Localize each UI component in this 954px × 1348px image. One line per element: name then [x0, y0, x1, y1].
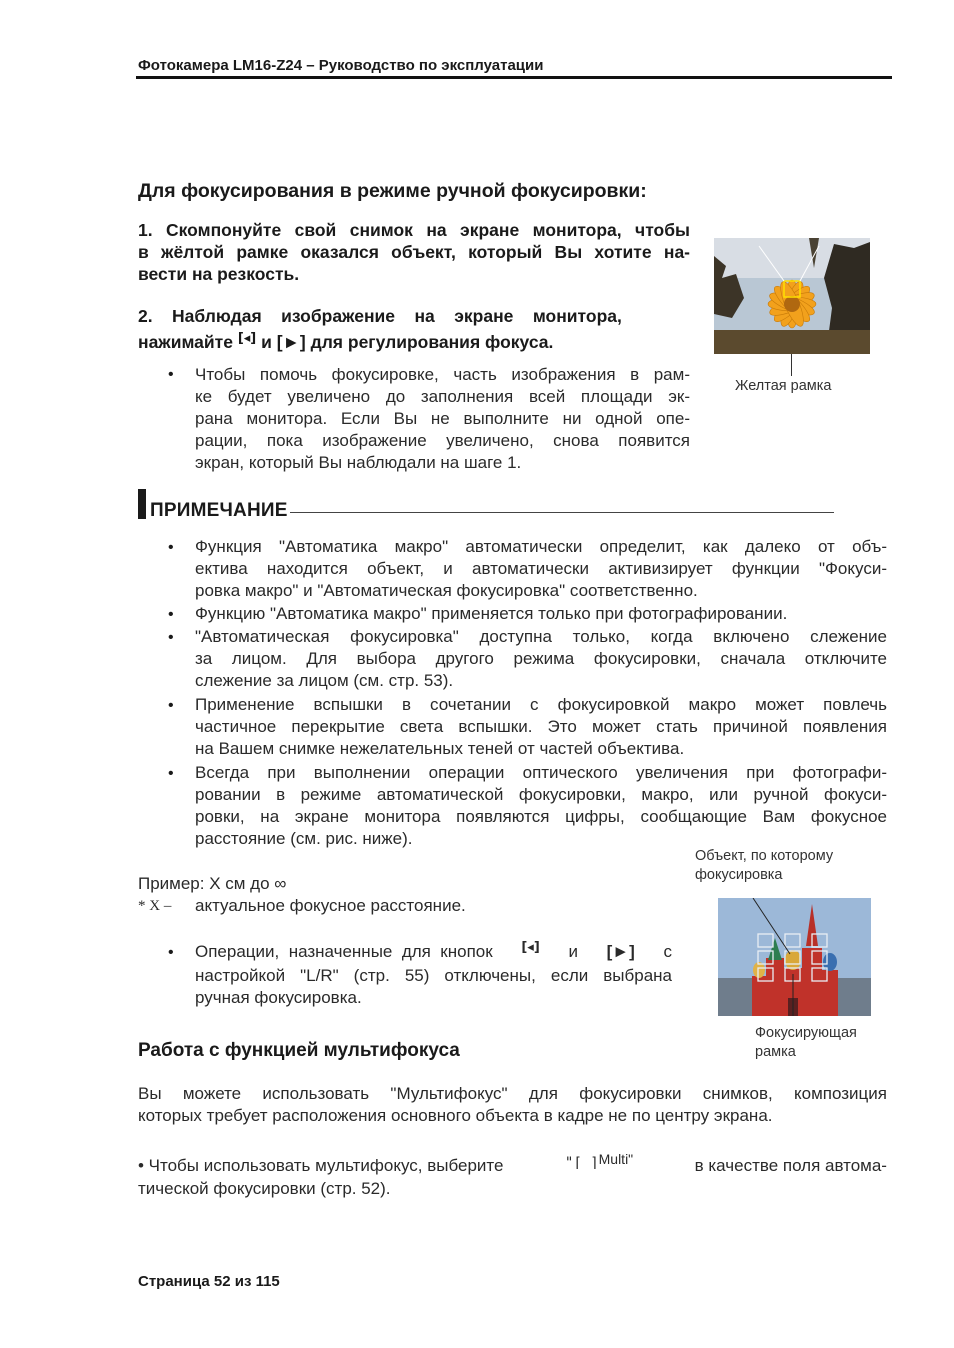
cathedral-photo	[718, 898, 871, 1016]
text-line: ровки, на экране монитора появляются цифры, сообщающие Вам фокусное	[195, 807, 887, 826]
focus-object-caption	[695, 847, 833, 885]
caption-line: фокусировка	[695, 867, 783, 883]
note-divider	[290, 512, 834, 513]
multi-af-icon	[564, 1151, 634, 1178]
multifocus-text: • Чтобы использовать мультифокус, выберите	[138, 1156, 504, 1175]
step-1-line: вести на резкость.	[138, 264, 300, 284]
step-1-line: в жёлтой рамке оказался объект, который Вы хотите на-	[138, 242, 690, 262]
text-line	[138, 1151, 887, 1178]
step-2	[138, 305, 690, 356]
text-line: ручная фокусировка.	[195, 988, 362, 1007]
example-footnote-marker: * X –	[138, 898, 172, 914]
text-line: Вы можете использовать "Мультифокус" для фокусировки снимков, композиция	[138, 1084, 887, 1103]
yellow-frame-caption: Желтая рамка	[735, 378, 832, 394]
text-line: Функцию "Автоматика макро" применяется только при фотографировании.	[195, 604, 788, 623]
multifocus-text: в качестве поля автома-	[694, 1156, 887, 1175]
note-bullet-2	[195, 603, 887, 625]
bullet-dot: •	[168, 697, 174, 714]
text-line: ке будет увеличено до заполнения всей площади эк-	[195, 387, 690, 406]
flower-photo	[714, 238, 870, 354]
text-line: ектива находится объект, и автоматически активизирует функции "Фокуси-	[195, 559, 887, 578]
ops-text: с	[663, 942, 672, 961]
left-key-icon: [◂]	[521, 940, 540, 955]
step-2-text: и [►] для регулирования фокуса.	[256, 332, 554, 352]
zoom-assist-text	[195, 364, 690, 474]
bullet-dot: •	[168, 765, 174, 782]
left-key-icon: [◂]	[237, 331, 257, 346]
text-line: на Вашем снимке нежелательных теней от частей объектива.	[195, 739, 685, 758]
bullet-dot: •	[168, 944, 174, 961]
text-line: расстояние (см. рис. ниже).	[195, 829, 413, 848]
bullet-dot: •	[168, 606, 174, 623]
text-line	[195, 941, 672, 965]
text-line: рана монитора. Если Вы не выполните ни одной опе-	[195, 409, 690, 428]
disabled-ops-text	[195, 941, 672, 1009]
multifocus-paragraph	[138, 1083, 887, 1127]
text-line: за лицом. Для выбора другого режима фокусировки, сначала отключите	[195, 649, 887, 668]
step-1	[138, 219, 690, 285]
note-marker-bar	[138, 489, 146, 519]
manual-focus-heading: Для фокусирования в режиме ручной фокусировки:	[138, 180, 647, 202]
text-line: ровка макро" и "Автоматическая фокусировка" соответственно.	[195, 581, 698, 600]
caption-line: Фокусирующая	[755, 1025, 857, 1041]
text-line: Применение вспышки в сочетании с фокусировкой макро может повлечь	[195, 695, 887, 714]
note-title: ПРИМЕЧАНИЕ	[150, 500, 288, 521]
page-header: Фотокамера LM16-Z24 – Руководство по эксплуатации	[138, 57, 544, 74]
ops-text: и	[568, 942, 578, 961]
header-divider	[136, 76, 892, 79]
note-bullet-5	[195, 762, 887, 850]
example-footnote: актуальное фокусное расстояние.	[195, 896, 466, 915]
text-line: "Автоматическая фокусировка" доступна только, когда включено слежение	[195, 627, 887, 646]
focus-distance-example: Пример: X см до ∞	[138, 874, 287, 893]
bullet-dot: •	[168, 629, 174, 646]
text-line: Функция "Автоматика макро" автоматически определит, как далеко от объ-	[195, 537, 887, 556]
caption-line: рамка	[755, 1044, 796, 1060]
step-2-line: 2. Наблюдая изображение на экране монитора,	[138, 306, 622, 326]
caption-line: Объект, по которому	[695, 848, 834, 864]
note-bullet-4	[195, 694, 887, 760]
multifocus-bullet	[138, 1151, 887, 1200]
text-line: рации, пока изображение увеличено, снова появится	[195, 431, 690, 450]
text-line: настройкой "L/R" (стр. 55) отключены, если выбрана	[195, 966, 672, 985]
note-bullet-3	[195, 626, 887, 692]
text-line: слежение за лицом (см. стр. 53).	[195, 671, 454, 690]
af-bracket-icon: "⌈ ⌉	[564, 1155, 599, 1171]
step-2-text: нажимайте	[138, 332, 238, 352]
page-number: Страница 52 из 115	[138, 1273, 280, 1290]
text-line: Чтобы помочь фокусировке, часть изображения в рам-	[195, 365, 690, 384]
text-line: которых требует расположения основного объекта в кадре не по центру экрана.	[138, 1106, 773, 1125]
bullet-dot: •	[168, 539, 174, 556]
ops-text: Операции, назначенные для кнопок	[195, 942, 493, 961]
text-line: тической фокусировки (стр. 52).	[138, 1179, 391, 1198]
note-bullet-1	[195, 536, 887, 602]
bullet-dot: •	[168, 366, 174, 383]
step-1-line: 1. Скомпонуйте свой снимок на экране монитора, чтобы	[138, 220, 690, 240]
text-line: экран, который Вы наблюдали на шаге 1.	[195, 453, 522, 472]
multifocus-heading: Работа с функцией мультифокуса	[138, 1040, 460, 1061]
text-line: частичное перекрытие света вспышки. Это может стать причиной появления	[195, 717, 887, 736]
text-line: Всегда при выполнении операции оптического увеличения при фотографи-	[195, 763, 887, 782]
right-key-icon: [►]	[606, 942, 635, 961]
text-line: ровании в режиме автоматической фокусировки, макро, или ручной фокуси-	[195, 785, 887, 804]
step-2-line	[138, 331, 690, 356]
focus-frame-caption	[755, 1024, 857, 1062]
multi-label: Multi"	[598, 1151, 634, 1167]
caption-pointer-line	[791, 354, 792, 376]
